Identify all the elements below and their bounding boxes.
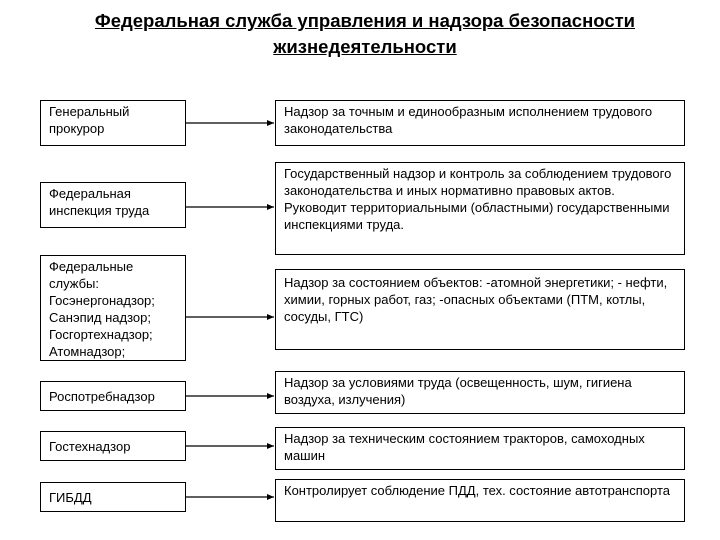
left-box-prosecutor: Генеральный прокурор [40,100,186,146]
left-box-gibdd: ГИБДД [40,482,186,512]
right-box-federal-services: Надзор за состоянием объектов: -атомной энергетики; - нефти, химии, горных работ, газ; -опасных объектами (ПТМ, котлы, сосуды, ГТС) [275,269,685,350]
right-box-rospotrebnadzor: Надзор за условиями труда (освещенность, шум, гигиена воздуха, излучения) [275,371,685,414]
left-box-labor-inspection: Федеральная инспекция труда [40,182,186,228]
right-box-prosecutor: Надзор за точным и единообразным исполнением трудового законодательства [275,100,685,146]
left-box-gostekhnadzor: Гостехнадзор [40,431,186,461]
left-box-federal-services: Федеральные службы: Госэнергонадзор; Санэпид надзор; Госгортехнадзор; Атомнадзор; [40,255,186,361]
right-box-labor-inspection: Государственный надзор и контроль за соблюдением трудового законодательства и иных нормативно правовых актов. Руководит территориальными (областными) государственными инспекциями труда. [275,162,685,255]
right-box-gibdd: Контролирует соблюдение ПДД, тех. состояние автотранспорта [275,479,685,522]
diagram-title: Федеральная служба управления и надзора безопасности жизнедеятельности [94,10,636,57]
left-box-rospotrebnadzor: Роспотребнадзор [40,381,186,411]
right-box-gostekhnadzor: Надзор за техническим состоянием тракторов, самоходных машин [275,427,685,470]
